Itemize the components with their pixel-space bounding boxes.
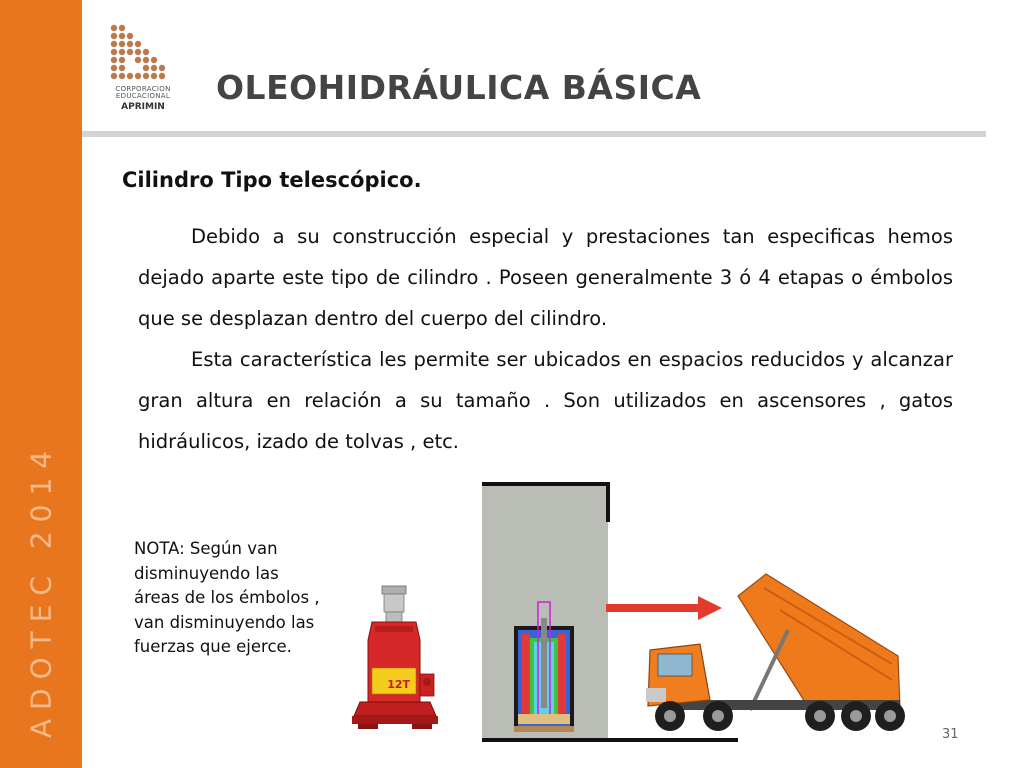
title-divider [82,131,986,137]
sidebar-year-label: ADOTEC 2014 [24,441,58,739]
note-text: NOTA: Según van disminuyendo las áreas de los émbolos , van disminuyendo las fuerzas que ejerce. [134,539,320,656]
logo-line-educacional: EDUCACIONAL [115,92,171,101]
dump-truck-image [600,560,910,745]
arrow-right-icon [606,596,722,620]
page-number: 31 [942,727,959,742]
jack-capacity-label: 12T [387,678,410,691]
bottle-jack-image [350,582,442,732]
body-text [138,216,953,462]
slide-title: OLEOHIDRÁULICA BÁSICA [216,68,702,107]
sidebar-vertical-text [0,0,82,768]
body-paragraph-2: Esta característica les permite ser ubicados en espacios reducidos y alcanzar gran altura en relación a su tamaño . Son utilizados en ascensores , gatos hidráulicos, izado de tolvas , etc. [138,348,953,453]
body-paragraph-1: Debido a su construcción especial y prestaciones tan especificas hemos dejado aparte este tipo de cilindro . Poseen generalmente 3 ó 4 etapas o émbolos que se desplazan dentro del cuerpo del cilindro. [138,225,953,330]
logo-line-corporacion: CORPORACION [115,85,171,93]
logo-text [108,86,178,112]
section-subtitle: Cilindro Tipo telescópico. [122,168,422,192]
logo-line-aprimin: APRIMIN [121,101,165,112]
